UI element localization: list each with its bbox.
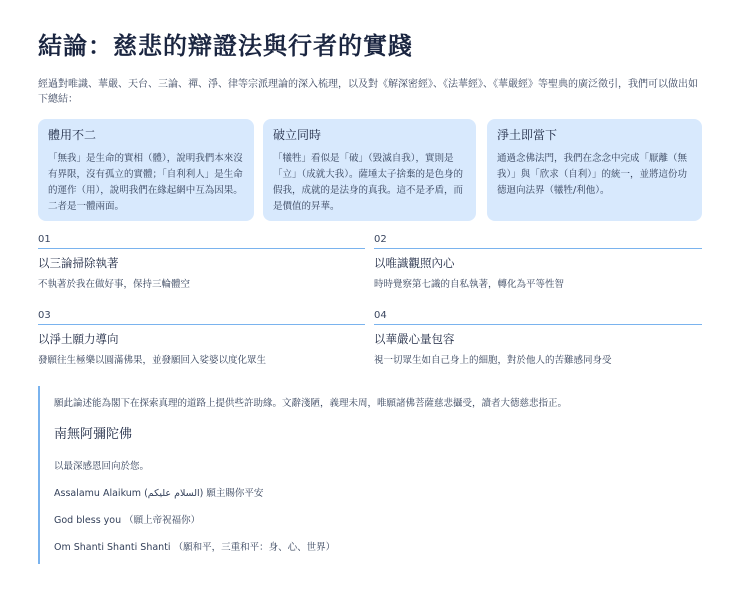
practice-step [38,310,365,367]
page-title: 結論：慈悲的辯證法與行者的實踐 [38,32,413,60]
step-body: 不執著於我在做好事，保持三輪體空 [38,279,191,290]
step-divider [374,324,702,325]
card-body: 通過念佛法門，我們在念念中完成「厭離（無我）」與「欣求（自利）」的統一，並將這份功德迴向法界（犧牲/利他）。 [497,153,688,196]
step-title: 以華嚴心量包容 [374,332,455,346]
card-title: 體用不二 [48,128,97,142]
amitabha-invocation: 南無阿彌陀佛 [54,427,133,442]
closing-note: 願此論述能為閣下在探索真理的道路上提供些許助緣。文辭淺陋，義理未周，唯願諸佛菩薩慈悲攝受，讀者大德慈悲指正。 [54,398,568,409]
summary-cards [38,119,702,221]
step-number: 01 [38,234,51,245]
card-title: 破立同時 [273,128,322,142]
step-title: 以唯識觀照內心 [374,256,455,270]
blessing-sanskrit: Om Shanti Shanti Shanti （願和平，三重和平：身、心、世界） [54,542,336,553]
card-body: 「無我」是生命的實相（體），說明我們本來沒有界限，沒有孤立的實體；「自利利人」是生命的運作（用），說明我們在緣起網中互為因果。二者是一體兩面。 [48,153,243,212]
step-title: 以三論掃除執著 [38,256,119,270]
step-divider [38,324,365,325]
step-body: 時時覺察第七識的自私執著，轉化為平等性智 [374,279,565,290]
step-divider [374,248,702,249]
blessing-arabic: Assalamu Alaikum (السلام عليكم) 願主賜你平安 [54,488,264,499]
intro-paragraph: 經過對唯識、華嚴、天台、三論、禪、淨、律等宗派理論的深入梳理，以及對《解深密經》、《法華經》、《華嚴經》等聖典的廣泛徵引，我們可以做出如下總結： [38,79,698,105]
step-body: 視一切眾生如自己身上的細胞，對於他人的苦難感同身受 [374,355,612,366]
card-body: 「犧牲」看似是「破」（毀滅自我），實則是「立」（成就大我）。薩埵太子捨棄的是色身的假我，成就的是法身的真我。這不是矛盾，而是價值的昇華。 [273,153,464,212]
card-title: 淨土即當下 [497,128,558,142]
practice-step [38,234,365,291]
step-body: 發願往生極樂以圓滿佛果，並發願回入娑婆以度化眾生 [38,355,267,366]
step-divider [38,248,365,249]
summary-card [38,119,254,221]
step-number: 02 [374,234,387,245]
closing-blockquote [38,386,702,564]
greeting-line: 以最深感恩回向於您。 [54,461,150,472]
step-title: 以淨土願力導向 [38,332,119,346]
summary-card [263,119,476,221]
blessing-english: God bless you （願上帝祝福你） [54,515,201,526]
practice-step [374,234,702,291]
practice-step [374,310,702,367]
step-number: 03 [38,310,51,321]
summary-card [487,119,702,221]
step-number: 04 [374,310,387,321]
